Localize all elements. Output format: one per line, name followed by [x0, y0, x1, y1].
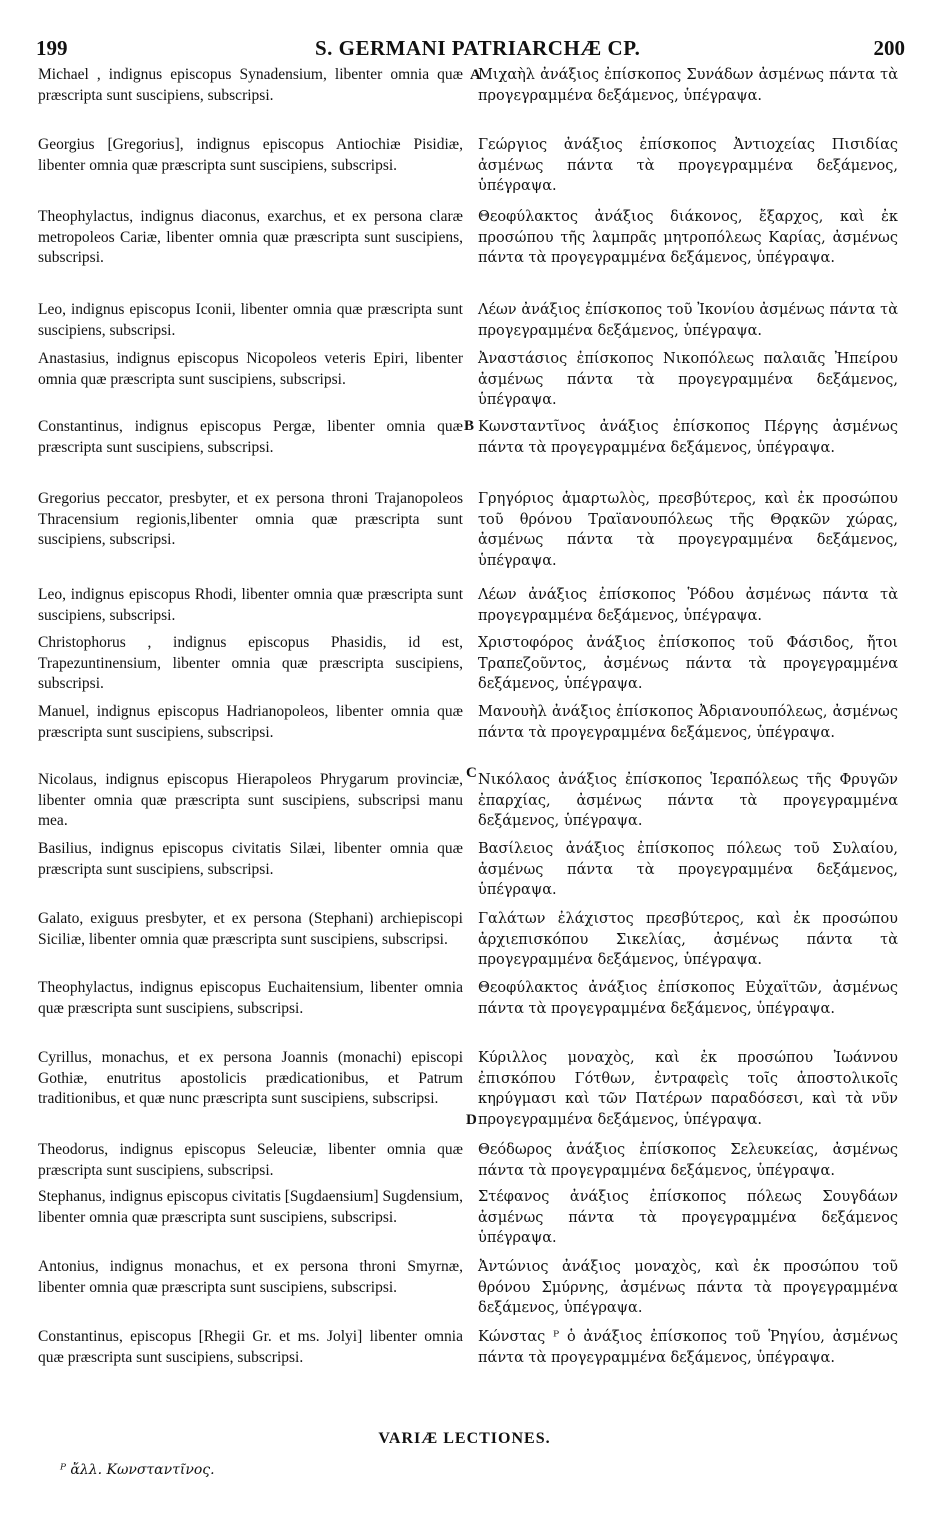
greek-entry: Θεοφύλακτος ἀνάξιος διάκονος, ἔξαρχος, καὶ ἐκ προσώπου τῆς λαμπρᾶς μητροπόλεως Καρίας, ἀσμένως πάντα τὰ προγεγραμμένα δεξάμενος, ὑπέγραψα. — [478, 209, 898, 267]
latin-entry: Anastasius, indignus episcopus Nicopoleos veteris Epiri, libenter omnia quæ præscripta sunt suscipiens, subscripsi. — [38, 350, 463, 388]
latin-entry: Theophylactus, indignus diaconus, exarchus, et ex persona claræ metropoleos Cariæ, libenter omnia quæ præscripta sunt suscipiens, subscripsi. — [38, 208, 463, 267]
greek-entry: Στέφανος ἀνάξιος ἐπίσκοπος πόλεως Σουγδάων ἀσμένως πάντα τὰ προγεγραμμένα δεξάμενος ὑπέγραψα. — [478, 1189, 898, 1247]
latin-entry: Constantinus, indignus episcopus Pergæ, libenter omnia quæ præscripta sunt suscipiens, subscripsi. — [38, 418, 463, 456]
latin-entry: Nicolaus, indignus episcopus Hierapoleos Phrygarum provinciæ, libenter omnia quæ præscripta sunt suscipiens, subscripsi manu mea. — [38, 771, 463, 830]
margin-marker-b: B — [464, 418, 475, 434]
latin-entry: Cyrillus, monachus, et ex persona Joannis (monachi) episcopi Gothiæ, enutritus apostolicis prædicationibus, et Patrum traditionibus, et quæ nunc præscripta sunt suscipiens, subscripsi. — [38, 1049, 463, 1108]
greek-entry: Θεόδωρος ἀνάξιος ἐπίσκοπος Σελευκείας, ἀσμένως πάντα τὰ προγεγραμμένα δεξάμενος, ὑπέγραψα. — [478, 1142, 898, 1179]
greek-entry: Μιχαὴλ ἀνάξιος ἐπίσκοπος Συνάδων ἀσμένως πάντα τὰ προγεγραμμένα δεξάμενος, ὑπέγραψα. — [478, 67, 898, 104]
latin-entry: Constantinus, episcopus [Rhegii Gr. et ms. Jolyi] libenter omnia quæ præscripta sunt suscipiens, subscripsi. — [38, 1328, 463, 1366]
page-number-right: 200 — [873, 36, 905, 60]
greek-entry: Ἀντώνιος ἀνάξιος μοναχὸς, καὶ ἐκ προσώπου τοῦ θρόνου Σμύρνης, ἀσμένως πάντα τὰ προγεγραμμένα δεξάμενος, ὑπέγραψα. — [478, 1259, 898, 1317]
latin-entry: Gregorius peccator, presbyter, et ex persona throni Trajanopoleos Thracensium regionis,libenter omnia quæ præscripta sunt suscipiens, subscripsi. — [38, 490, 463, 549]
margin-marker-d: D — [466, 1112, 477, 1128]
greek-entry: Ἀναστάσιος ἐπίσκοπος Νικοπόλεως παλαιᾶς Ἠπείρου ἀσμένως πάντα τὰ προγεγραμμένα δεξάμενος, ὑπέγραψα. — [478, 351, 898, 409]
latin-entry: Basilius, indignus episcopus civitatis Silæi, libenter omnia quæ præscripta sunt suscipiens, subscripsi. — [38, 840, 463, 878]
footnote: ᴾ ἄλλ. Κωνσταντῖνος. — [60, 1462, 215, 1478]
latin-entry: Theophylactus, indignus episcopus Euchaitensium, libenter omnia quæ præscripta sunt suscipiens, subscripsi. — [38, 979, 463, 1017]
greek-entry: Γρηγόριος ἁμαρτωλὸς, πρεσβύτερος, καὶ ἐκ προσώπου τοῦ θρόνου Τραϊανουπόλεως τῆς Θρᾳκῶν χώρας, ἀσμένως πάντα τὰ προγεγραμμένα δεξάμενος, ὑπέγραψα. — [478, 491, 898, 569]
latin-entry: Leo, indignus episcopus Iconii, libenter omnia quæ præscripta sunt suscipiens, subscripsi. — [38, 301, 463, 339]
latin-entry: Stephanus, indignus episcopus civitatis [Sugdaensium] Sugdensium, libenter omnia quæ præscripta sunt suscipiens, subscripsi. — [38, 1188, 463, 1226]
page-header — [30, 36, 905, 62]
greek-entry: Μανουὴλ ἀνάξιος ἐπίσκοπος Ἀδριανουπόλεως, ἀσμένως πάντα τὰ προγεγραμμένα δεξάμενος, ὑπέγραψα. — [478, 704, 898, 741]
greek-entry: Κωνσταντῖνος ἀνάξιος ἐπίσκοπος Πέργης ἀσμένως πάντα τὰ προγεγραμμένα δεξάμενος, ὑπέγραψα. — [478, 419, 898, 456]
latin-entry: Georgius [Gregorius], indignus episcopus Antiochiæ Pisidiæ, libenter omnia quæ præscripta sunt suscipiens, subscripsi. — [38, 136, 463, 174]
greek-entry: Βασίλειος ἀνάξιος ἐπίσκοπος πόλεως τοῦ Συλαίου, ἀσμένως πάντα τὰ προγεγραμμένα δεξάμενος, ὑπέγραψα. — [478, 841, 898, 899]
running-title: S. GERMANI PATRIARCHÆ CP. — [315, 36, 641, 60]
greek-entry: Κώνστας ᴾ ὁ ἀνάξιος ἐπίσκοπος τοῦ Ῥηγίου, ἀσμένως πάντα τὰ προγεγραμμένα δεξάμενος, ὑπέγραψα. — [478, 1329, 898, 1366]
greek-entry: Γαλάτων ἐλάχιστος πρεσβύτερος, καὶ ἐκ προσώπου ἀρχιεπισκόπου Σικελίας, ἀσμένως πάντα τὰ προγεγραμμένα δεξάμενος, ὑπέγραψα. — [478, 911, 898, 969]
margin-marker-c: C — [466, 765, 477, 781]
greek-entry: Χριστοφόρος ἀνάξιος ἐπίσκοπος τοῦ Φάσιδος, ἤτοι Τραπεζοῦντος, ἀσμένως πάντα τὰ προγεγραμμένα δεξάμενος, ὑπέγραψα. — [478, 635, 898, 693]
greek-entry: Νικόλαος ἀνάξιος ἐπίσκοπος Ἱεραπόλεως τῆς Φρυγῶν ἐπαρχίας, ἀσμένως πάντα τὰ προγεγραμμένα δεξάμενος, ὑπέγραψα. — [478, 772, 898, 830]
latin-entry: Michael , indignus episcopus Synadensium, libenter omnia quæ præscripta sunt suscipiens, subscripsi. — [38, 66, 463, 104]
latin-entry: Manuel, indignus episcopus Hadrianopoleos, libenter omnia quæ præscripta sunt suscipiens, subscripsi. — [38, 703, 463, 741]
latin-entry: Theodorus, indignus episcopus Seleuciæ, libenter omnia quæ præscripta sunt suscipiens, subscripsi. — [38, 1141, 463, 1179]
latin-entry: Galato, exiguus presbyter, et ex persona (Stephani) archiepiscopi Siciliæ, libenter omnia quæ præscripta sunt suscipiens, subscripsi. — [38, 910, 463, 948]
variae-lectiones-heading: VARIÆ LECTIONES. — [378, 1430, 551, 1447]
greek-entry: Κύριλλος μοναχὸς, καὶ ἐκ προσώπου Ἰωάννου ἐπισκόπου Γότθων, ἐντραφεὶς τοῖς ἀποστολικοῖς κηρύγμασι καὶ τῶν Πατέρων παραδόσεσι, καὶ τὰ νῦν προγεγραμμένα δεξάμενος, ὑπέγραψα. — [478, 1050, 898, 1128]
greek-entry: Θεοφύλακτος ἀνάξιος ἐπίσκοπος Εὐχαϊτῶν, ἀσμένως πάντα τὰ προγεγραμμένα δεξάμενος, ὑπέγραψα. — [478, 980, 898, 1017]
greek-entry: Λέων ἀνάξιος ἐπίσκοπος τοῦ Ἰκονίου ἀσμένως πάντα τὰ προγεγραμμένα δεξάμενος, ὑπέγραψα. — [478, 302, 898, 339]
margin-marker-a: A — [470, 67, 481, 83]
latin-entry: Leo, indignus episcopus Rhodi, libenter omnia quæ præscripta sunt suscipiens, subscripsi. — [38, 586, 463, 624]
greek-entry: Γεώργιος ἀνάξιος ἐπίσκοπος Ἀντιοχείας Πισιδίας ἀσμένως πάντα τὰ προγεγραμμένα δεξάμενος, ὑπέγραψα. — [478, 137, 898, 195]
latin-entry: Christophorus , indignus episcopus Phasidis, id est, Trapezuntinensium, libenter omnia quæ præscripta suscipiens, subscripsi. — [38, 634, 463, 693]
latin-entry: Antonius, indignus monachus, et ex persona throni Smyrnæ, libenter omnia quæ præscripta sunt suscipiens, subscripsi. — [38, 1258, 463, 1296]
greek-entry: Λέων ἀνάξιος ἐπίσκοπος Ῥόδου ἀσμένως πάντα τὰ προγεγραμμένα δεξάμενος, ὑπέγραψα. — [478, 587, 898, 624]
page-number-left: 199 — [36, 36, 68, 60]
